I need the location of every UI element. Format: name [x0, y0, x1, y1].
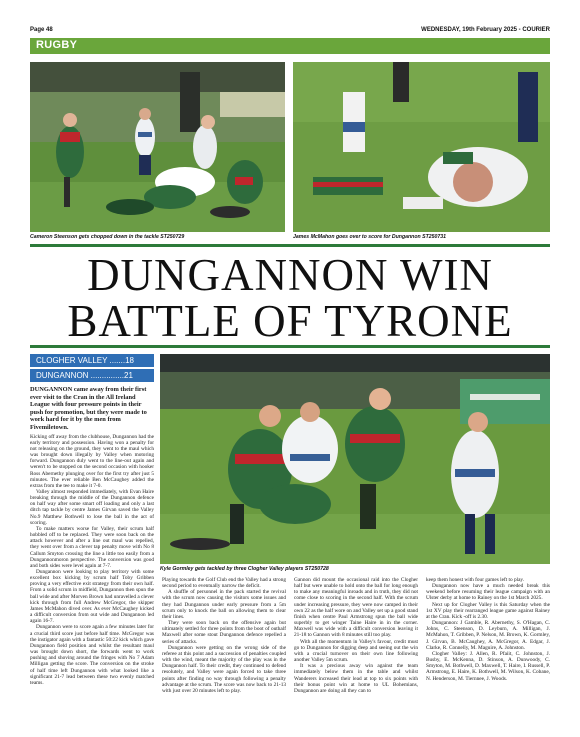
- photo-gormley-tackled-image: [160, 354, 550, 564]
- article-paragraph: Dungannon: J Gamble, R. Abernethy, S. O'Hagan, C. Johns, C. Steenson, D. Leyburn, A. Milligan, J. McMahon, T. Gribben, P. Nelson, M. Brown, K. Gormley, J. Girvan, B. McCaughey, A. McGregor, A. Edgar, J. Clarke, R. Connelly, M. Maguire, A. Johnston.: [426, 620, 550, 651]
- article-lead: DUNGANNON came away from their first ever visit to the Cran in the All Ireland League with four pressure points in their push for promotion, but they were made to work hard for it by the men from Fivemiletown.: [30, 386, 147, 431]
- photo-mcmahon-score-image: [293, 62, 550, 232]
- article-paragraph: Valley almost responded immediately, with Evan Haire breaking through the middle of the Dungannon defence on half way after some smart off loading and only a last ditch tap tackle by centre James Girvan saved the Valley No.9 Matthew Bothwell to lose the ball in the act of scoring.: [30, 488, 154, 526]
- photo-steenson-tackle-image: [30, 62, 285, 232]
- publication-date: WEDNESDAY, 19th February 2025 - COURIER: [421, 27, 550, 33]
- article-paragraph: keep them honest with four games left to play.: [426, 577, 525, 583]
- article-column-1: [30, 386, 154, 686]
- article-column-3: [294, 577, 418, 694]
- article-paragraph: With all the momentum in Valley's favour, credit must go to Dungannon for digging deep and seeing out the win with a crucial turnover on their own line following another Valley 5m scrum.: [294, 638, 418, 664]
- headline-line-2: BATTLE OF TYRONE: [67, 296, 513, 346]
- section-bar: [30, 38, 550, 54]
- article-paragraph: They were soon back on the offensive again but ultimately settled for three points from the boot of outhalf Maxwell after some stout Dungannon defence repelled a series of attacks.: [162, 620, 286, 645]
- article-paragraph: Dungannon were getting on the wrong side of the referee at this point and a succession of penalties coupled with the wind, meant the majority of the play was in the Dungannon half. To their credit, they continued to defend resolutely, and Valley were again forced to take three points after finding no way through following a penalty advantage at the scrum. The score was now back to 21-13 with just over 20 minutes left to play.: [162, 644, 286, 694]
- score-dungannon: DUNGANNON ...............21: [30, 369, 154, 382]
- article-paragraph: Dungannon were to score again a few minutes later for a crucial third score just before half time. McGregor was the instigator again with a fantastic 50:22 kick which gave Dungannon field position and whilst the resultant maul was brought down short, the forwards went to work pushing and shoving around the fringes with No 7 Adam Milligan getting the score. The conversion on the stroke of half time left Dungannon with what looked like a significant 21-7 lead between these two evenly matched teams.: [30, 624, 154, 686]
- caption-photo-2: James McMahon goes over to score for Dungannon ST250731: [293, 234, 447, 240]
- photo-mcmahon-score: [293, 62, 550, 232]
- article-paragraph: It was a precious away win against the team immediately below them in the table and whilst Wanderers increased their lead at top to six points with their bonus point win at home to UL Bohemians, Dungannon are doing all they can to: [294, 663, 418, 694]
- article-paragraph: A shuffle of personnel in the pack started the revival with the scrum now causing the visitors some issues and they had Dungannon under early pressure from a 5m scrum only to knock the ball on allowing them to clear their lines.: [162, 589, 286, 620]
- page-number: Page 48: [30, 27, 53, 33]
- article-paragraph: Gannon did mount the occasional raid into the Clogher half but were unable to hold onto the ball for long enough to make any meaningful inroads and in truth, they did not come close to scoring in the second half. With the scrum under increasing pressure, they were now camped in their own 22 as the half wore on and Valley set up a good stand finish when centre Paul Armstrong spun the ball wide superbly to get winger Taine Haire in in the corner. Maxwell was wide with a difficult conversion leaving it 21-18 to Gannon with 8 minutes still too play.: [294, 577, 418, 639]
- photo-gormley-tackled: [160, 354, 550, 564]
- headline-line-1: DUNGANNON WIN: [87, 250, 493, 300]
- page-header: [30, 25, 550, 35]
- headline-block: [30, 244, 550, 348]
- photo-steenson-tackle: [30, 62, 285, 232]
- score-clogher-valley: CLOGHER VALLEY .......18: [30, 354, 154, 367]
- section-title: RUGBY: [36, 39, 78, 51]
- article-paragraph: Clogher Valley: J. Allen, R. Pfaiit, C. Johnston, J. Busby, E. McKenna, D. Stinson, A. Dunwoody, C. Smyton, M. Bothwell, D. Maxwell, T. Haire, I. Russell, P. Armstrong, E. Haire, K. Bothwell, M. Wilson, K. Cobane, N. Henderson, M. Tiernnee, J. Woods.: [426, 650, 550, 682]
- article-paragraph: Dungannon were looking to play territory with some excellent box kicking by scrum half Toby Gribben proving a very effective exit strategy from their own half. From a solid scrum in midfield, Dungannon then spun the ball wide and after Morven Brown had unravelled a clever kick through from full Andrew McGregor, the skipper James McMahon dived over. As ever McCaughey kicked a difficult conversion from out wide and Dungannon led again 16-7.: [30, 569, 154, 625]
- article-paragraph: To make matters worse for Valley, their scrum half hobbled off to be replaced. They were soon back on the attack however and after a line out maul was repelled, they went over from a clever tap penalty move with No 8 Callum Smyton crossing the line a little too easily from a Dungannonmoron perspective. The conversion was good and both sides were level again at 7-7.: [30, 525, 154, 569]
- article-paragraph: Playing towards the Golf Club end the Valley had a strong second period to eventually narrow the deficit.: [162, 577, 286, 590]
- caption-photo-1: Cameron Steenson gets chopped down in the tackle ST250729: [30, 234, 185, 240]
- article-paragraph: Dungannon now have a much needed break this weekend before resuming their league campaign with an Ulster derby at home to Rainey on the 1st March 2025.: [426, 583, 550, 602]
- article-column-4: [426, 577, 550, 682]
- article-paragraph: Kicking off away from the clubhouse, Dungannon had the early territory and possession. Having won a penalty for not releasing on the ground, they went to the maul which was brought down illegally by Valley when motoring forward. Dungannon duly went to the line-out again and weren't to be stopped on the second occasion with hooker Ross Abernethy plunging over for the first try after just 5 minutes. The ever reliable Ben McCaughey added the extras from the tee to make it 7-0.: [30, 433, 154, 489]
- article-paragraph: Next up for Clogher Valley is this Saturday when the 1st XV play their rearranged league game against Rainey at the Cran. Kick -off is 2.30.: [426, 601, 550, 620]
- article-column-2: [162, 577, 286, 694]
- caption-photo-3: Kyle Gormley gets tackled by three Clogher Valley players ST250728: [160, 566, 329, 572]
